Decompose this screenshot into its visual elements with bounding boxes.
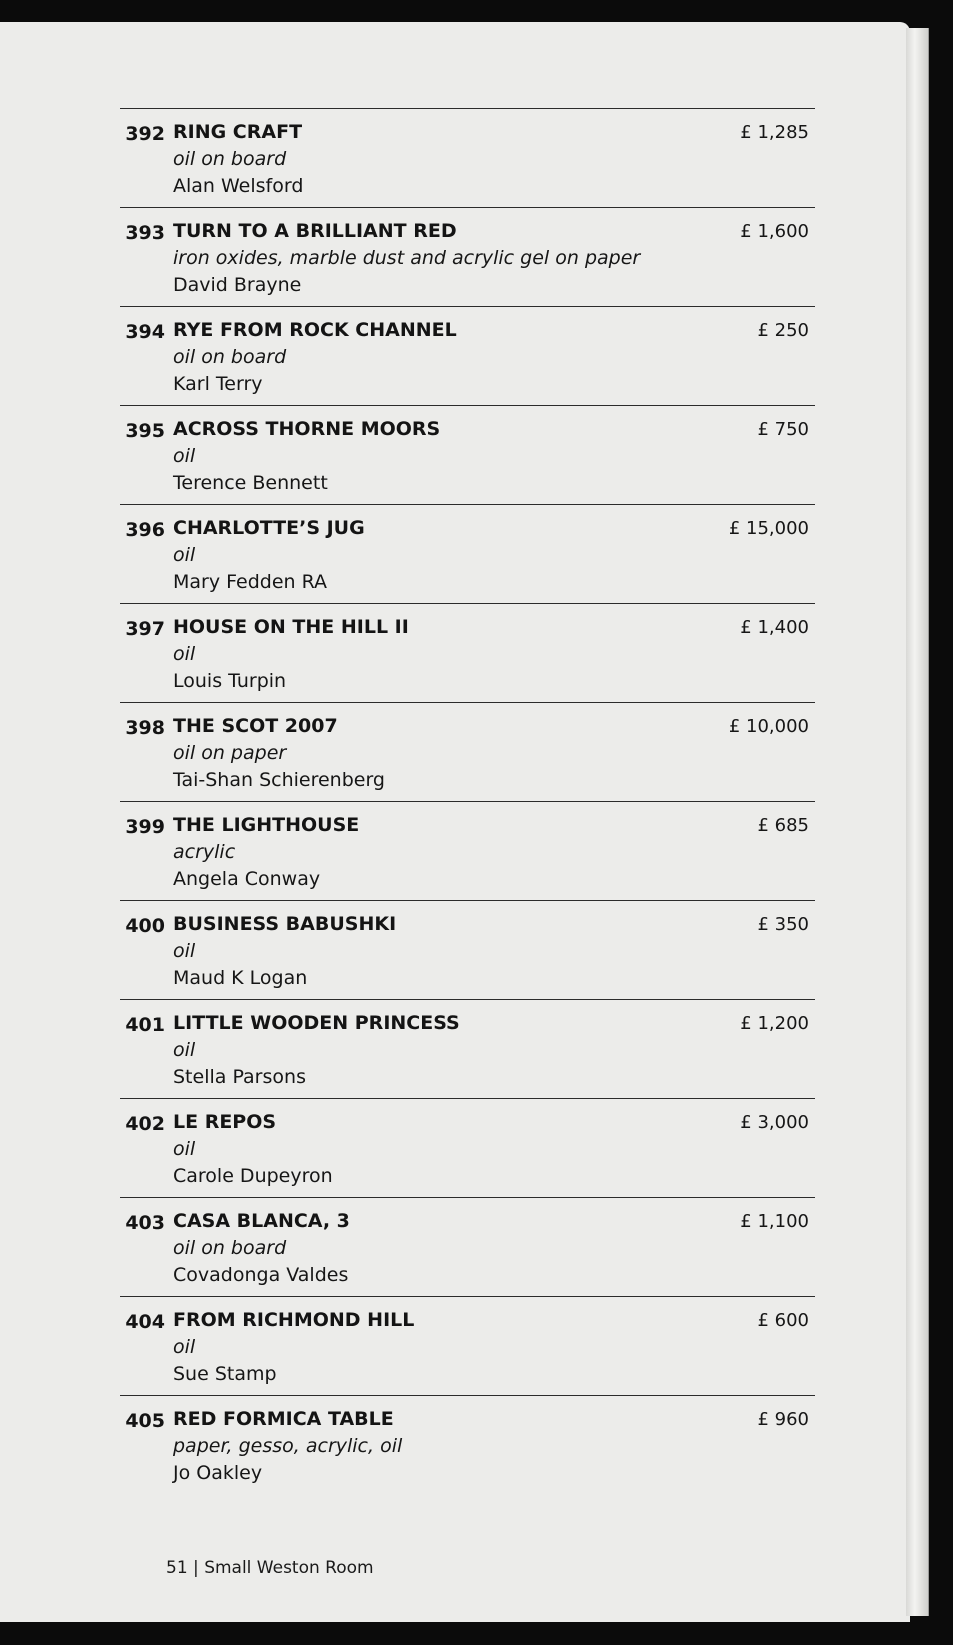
lot-number: 402 — [125, 1113, 165, 1135]
book-page-edge — [906, 28, 929, 1616]
artwork-title: RED FORMICA TABLE — [173, 1408, 394, 1430]
artwork-medium: oil — [173, 445, 196, 467]
catalogue-entry — [120, 306, 815, 404]
catalogue-list — [0, 22, 910, 1622]
artwork-price: £ 250 — [757, 320, 809, 341]
artwork-price: £ 1,400 — [740, 617, 809, 638]
artist-name: Karl Terry — [173, 373, 263, 395]
artwork-title: CHARLOTTE’S JUG — [173, 517, 365, 539]
artist-name: David Brayne — [173, 274, 302, 296]
artwork-title: THE SCOT 2007 — [173, 715, 338, 737]
catalogue-entry — [120, 405, 815, 503]
room-name: Small Weston Room — [204, 1558, 374, 1578]
catalogue-page — [0, 22, 910, 1622]
artwork-medium: oil — [173, 1138, 196, 1160]
catalogue-entry — [120, 1197, 815, 1295]
lot-number: 405 — [125, 1410, 165, 1432]
artwork-medium: iron oxides, marble dust and acrylic gel on paper — [173, 247, 641, 269]
artwork-medium: oil on board — [173, 1237, 287, 1259]
lot-number: 395 — [125, 420, 165, 442]
artwork-medium: acrylic — [173, 841, 236, 863]
lot-number: 403 — [125, 1212, 165, 1234]
artwork-title: RING CRAFT — [173, 121, 303, 143]
artwork-title: THE LIGHTHOUSE — [173, 814, 360, 836]
lot-number: 394 — [125, 321, 165, 343]
lot-number: 401 — [125, 1014, 165, 1036]
artwork-medium: oil on board — [173, 148, 287, 170]
artwork-price: £ 1,100 — [740, 1211, 809, 1232]
artwork-price: £ 350 — [757, 914, 809, 935]
lot-number: 393 — [125, 222, 165, 244]
artwork-title: CASA BLANCA, 3 — [173, 1210, 350, 1232]
lot-number: 397 — [125, 618, 165, 640]
artwork-title: LITTLE WOODEN PRINCESS — [173, 1012, 460, 1034]
artwork-title: ACROSS THORNE MOORS — [173, 418, 441, 440]
artist-name: Sue Stamp — [173, 1363, 277, 1385]
artwork-price: £ 685 — [757, 815, 809, 836]
catalogue-entry — [120, 999, 815, 1097]
artist-name: Terence Bennett — [173, 472, 328, 494]
artwork-price: £ 600 — [757, 1310, 809, 1331]
artist-name: Carole Dupeyron — [173, 1165, 333, 1187]
catalogue-entry — [120, 1296, 815, 1394]
artist-name: Louis Turpin — [173, 670, 287, 692]
artwork-price: £ 10,000 — [728, 716, 809, 737]
artwork-price: £ 1,600 — [740, 221, 809, 242]
catalogue-entry — [120, 801, 815, 899]
artwork-medium: oil — [173, 940, 196, 962]
footer-separator: | — [193, 1558, 199, 1578]
artwork-medium: oil — [173, 1336, 196, 1358]
catalogue-entry — [120, 108, 815, 206]
artwork-title: BUSINESS BABUSHKI — [173, 913, 397, 935]
artwork-medium: oil — [173, 544, 196, 566]
catalogue-entry — [120, 900, 815, 998]
lot-number: 396 — [125, 519, 165, 541]
artwork-medium: oil — [173, 643, 196, 665]
catalogue-entry — [120, 702, 815, 800]
artwork-title: RYE FROM ROCK CHANNEL — [173, 319, 457, 341]
lot-number: 392 — [125, 123, 165, 145]
artwork-medium: oil on paper — [173, 742, 287, 764]
artwork-medium: oil on board — [173, 346, 287, 368]
artist-name: Covadonga Valdes — [173, 1264, 349, 1286]
artist-name: Tai-Shan Schierenberg — [173, 769, 385, 791]
artwork-price: £ 1,285 — [740, 122, 809, 143]
artwork-price: £ 15,000 — [728, 518, 809, 539]
page-number: 51 — [166, 1558, 188, 1578]
lot-number: 399 — [125, 816, 165, 838]
artist-name: Stella Parsons — [173, 1066, 306, 1088]
lot-number: 398 — [125, 717, 165, 739]
catalogue-entry — [120, 1098, 815, 1196]
catalogue-entry — [120, 504, 815, 602]
artwork-title: LE REPOS — [173, 1111, 277, 1133]
artwork-price: £ 960 — [757, 1409, 809, 1430]
artist-name: Jo Oakley — [173, 1462, 263, 1484]
artwork-price: £ 3,000 — [740, 1112, 809, 1133]
catalogue-entry — [120, 603, 815, 701]
artist-name: Alan Welsford — [173, 175, 304, 197]
artist-name: Angela Conway — [173, 868, 321, 890]
catalogue-entry — [120, 207, 815, 305]
artwork-medium: oil — [173, 1039, 196, 1061]
artist-name: Maud K Logan — [173, 967, 308, 989]
page-footer — [166, 1558, 374, 1578]
catalogue-entry — [120, 1395, 815, 1493]
artist-name: Mary Fedden RA — [173, 571, 328, 593]
artwork-title: HOUSE ON THE HILL II — [173, 616, 409, 638]
artwork-price: £ 750 — [757, 419, 809, 440]
lot-number: 404 — [125, 1311, 165, 1333]
lot-number: 400 — [125, 915, 165, 937]
artwork-price: £ 1,200 — [740, 1013, 809, 1034]
artwork-title: TURN TO A BRILLIANT RED — [173, 220, 457, 242]
artwork-medium: paper, gesso, acrylic, oil — [173, 1435, 403, 1457]
artwork-title: FROM RICHMOND HILL — [173, 1309, 415, 1331]
